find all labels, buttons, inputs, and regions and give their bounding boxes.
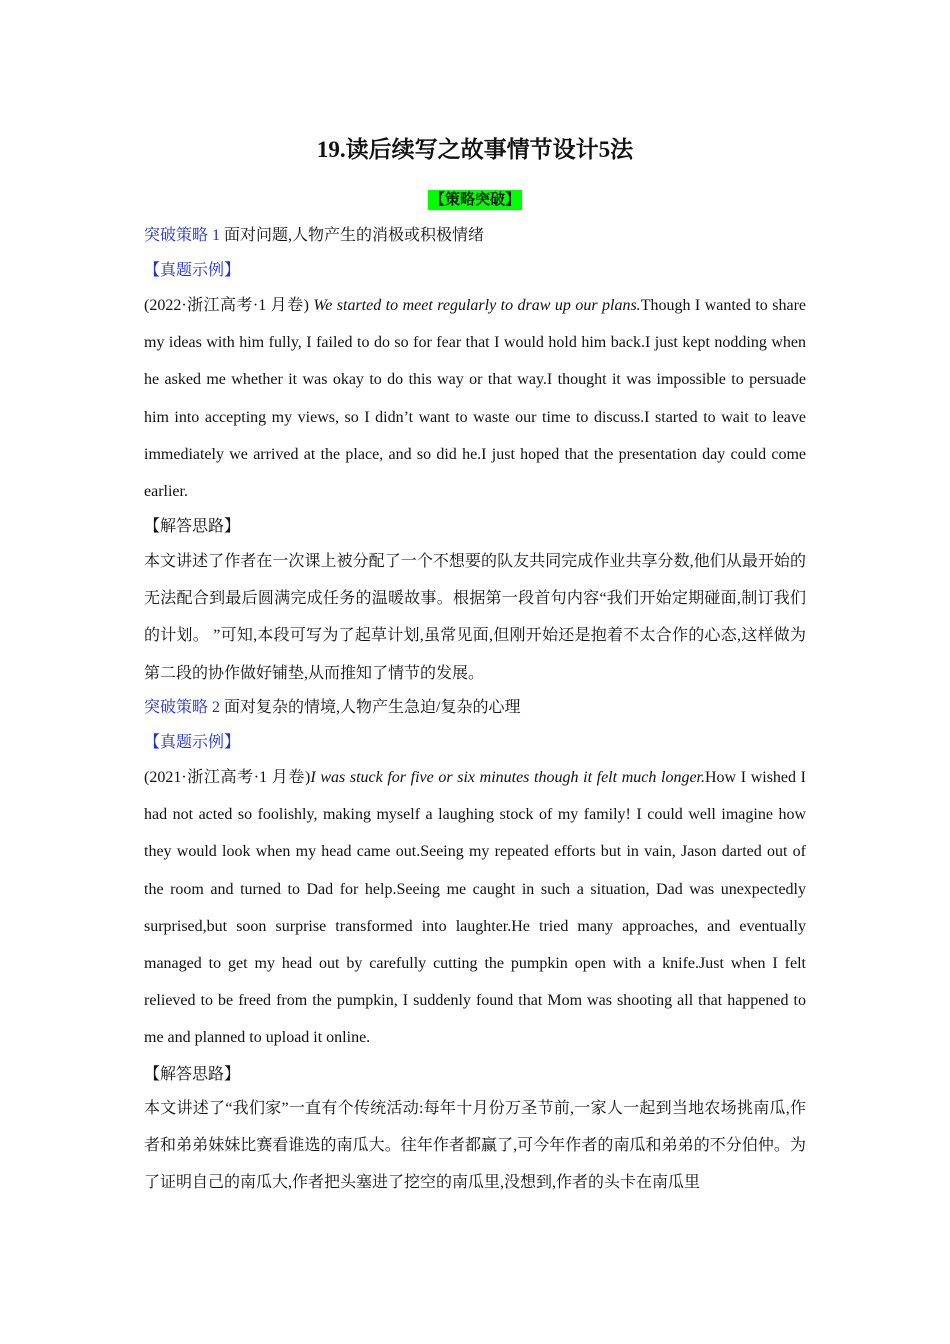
strategy-2-label: 突破策略 2 bbox=[144, 699, 221, 716]
example-1-paragraph bbox=[144, 287, 806, 510]
strategy-badge: 【策略突破】 bbox=[429, 192, 520, 208]
example-2-source: (2021·浙江高考·1 月卷) bbox=[144, 769, 311, 786]
example-1-label: 【真题示例】 bbox=[144, 262, 241, 279]
example-2-paragraph bbox=[144, 759, 806, 1057]
strategy-1-heading bbox=[144, 225, 806, 247]
analysis-2-label: 【解答思路】 bbox=[144, 1066, 241, 1083]
example-2-italic: I was stuck for five or six minutes though it felt much longer. bbox=[310, 769, 705, 786]
strategy-1-label: 突破策略 1 bbox=[144, 227, 221, 244]
analysis-1-label: 【解答思路】 bbox=[144, 518, 241, 535]
strategy-2-text: 面对复杂的情境,人物产生急迫/复杂的心理 bbox=[220, 699, 521, 716]
example-1-italic: We started to meet regularly to draw up our plans. bbox=[313, 297, 641, 314]
example-1-body: Though I wanted to share my ideas with him fully, I failed to do so for fear that I would hold him back.I just kept nodding when he asked me whether it was okay to do this way or that way.I thought it was impossible to persuade him into accepting my views, so I didn’t want to waste our time to discuss.I started to wait to leave immediately we arrived at the place, and so did he.I just hoped that the presentation day could come earlier. bbox=[144, 297, 806, 501]
example-2-body: How I wished I had not acted so foolishly, making myself a laughing stock of my family! I could well imagine how they would look when my head came out.Seeing my repeated efforts but in vain, Jason darted out of the room and turned to Dad for help.Seeing me caught in such a situation, Dad was unexpectedly surprised,but soon surprise transformed into laughter.He tried many approaches, and eventually managed to get my head out by carefully cutting the pumpkin open with a knife.Just when I felt relieved to be freed from the pumpkin, I suddenly found that Mom was shooting all that happened to me and planned to upload it online. bbox=[144, 769, 806, 1047]
strategy-1-text: 面对问题,人物产生的消极或积极情绪 bbox=[220, 227, 485, 244]
analysis-1-body: 本文讲述了作者在一次课上被分配了一个不想要的队友共同完成作业共享分数,他们从最开始的无法配合到最后圆满完成任务的温暖故事。根据第一段首句内容“我们开始定期碰面,制订我们的计划。 ”可知,本段可写为了起草计划,虽常见面,但刚开始还是抱着不太合作的心态,这样做为第二段的协作做好铺垫,从而推知了情节的发展。 bbox=[144, 553, 806, 682]
example-1-source: (2022·浙江高考·1 月卷) bbox=[144, 297, 314, 314]
strategy-2-heading bbox=[144, 697, 806, 719]
strategy-badge-row bbox=[144, 190, 806, 210]
analysis-2-body: 本文讲述了“我们家”一直有个传统活动:每年十月份万圣节前,一家人一起到当地农场挑南瓜,作者和弟弟妹妹比赛看谁选的南瓜大。往年作者都赢了,可今年作者的南瓜和弟弟的不分伯仲。为了证明自己的南瓜大,作者把头塞进了挖空的南瓜里,没想到,作者的头卡在南瓜里 bbox=[144, 1100, 806, 1192]
page-title: 19.读后续写之故事情节设计5法 bbox=[316, 137, 634, 162]
example-2-label: 【真题示例】 bbox=[144, 734, 241, 751]
